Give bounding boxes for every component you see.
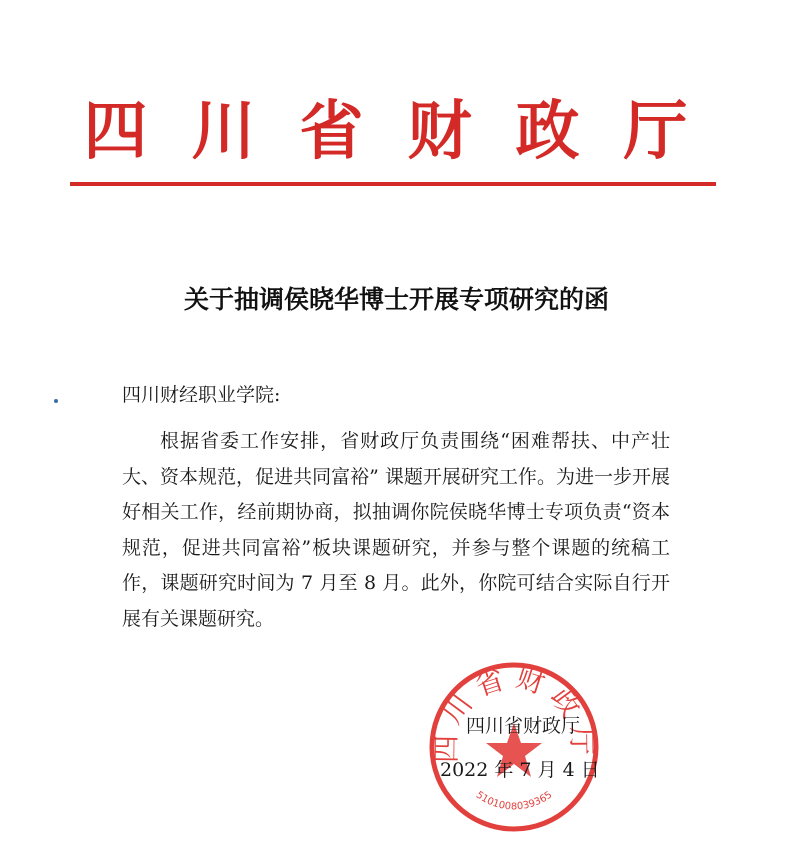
seal-ring-text: 四川省财政厅 xyxy=(429,661,599,764)
masthead-red-rule xyxy=(70,182,716,186)
official-seal-stamp xyxy=(428,661,600,833)
body-paragraph: 根据省委工作安排，省财政厅负责围绕“困难帮扶、中产壮大、资本规范，促进共同富裕” 课题开展研究工作。为进一步开展好相关工作，经前期协商，拟抽调你院侯晓华博士专项负责“资本规范，促进共同富裕”板块课题研究，并参与整个课题的统稿工作，课题研究时间为 7 月至 8 月。此外，你院可结合实际自行开展有关课题研究。 xyxy=(122,430,670,630)
signature-org: 四川省财政厅 xyxy=(466,715,581,737)
masthead-org-name: 四川省财政厅 xyxy=(83,95,732,169)
addressee: 四川财经职业学院: xyxy=(122,384,281,406)
document-title: 关于抽调侯晓华博士开展专项研究的函 xyxy=(183,285,609,314)
signature-date: 2022 年 7 月 4 日 xyxy=(440,759,600,781)
scan-artifact-dot xyxy=(54,399,58,403)
seal-code-text: 5101008039365 xyxy=(473,789,555,813)
